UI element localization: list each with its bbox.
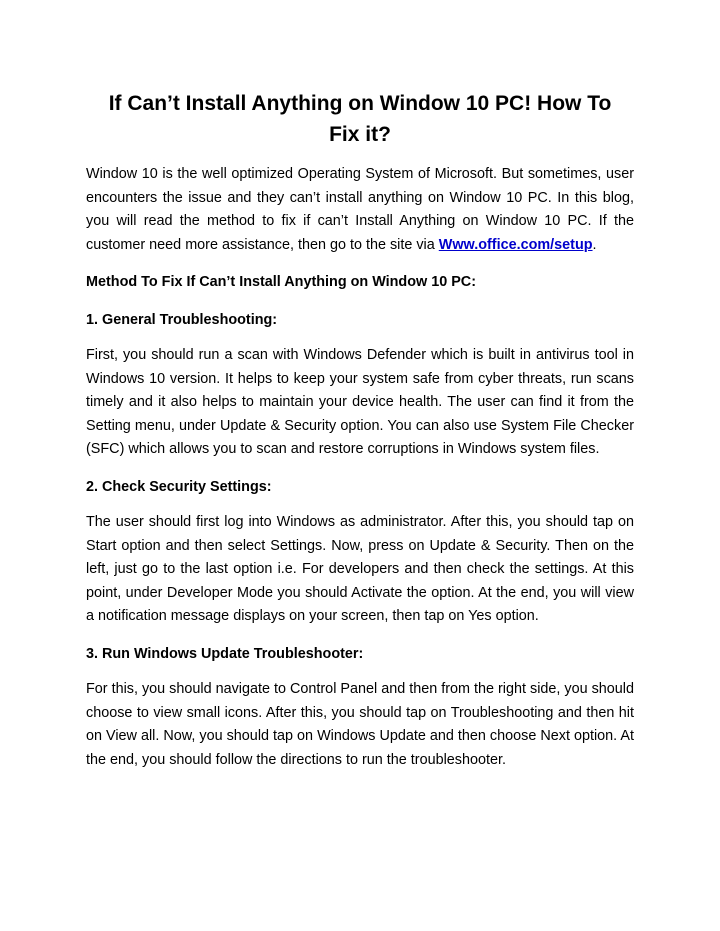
intro-text: Window 10 is the well optimized Operating System of Microsoft. But sometimes, user encounters the issue and they can’t install anything on Window 10 PC. In this blog, you will read the method to fix if can’t Install Anything on Window 10 PC. If the customer need more assistance, then go to the site via <box>86 166 634 253</box>
section-2-body: The user should first log into Windows as administrator. After this, you should tap on Start option and then select Settings. Now, press on Update & Security. Then on the left, just go to the last option i.e. For developers and then check the settings. At this point, under Developer Mode you should Activate the option. At the end, you will view a notification message displays on your screen, then tap on Yes option. <box>86 514 634 624</box>
section-2-heading: 2. Check Security Settings: <box>86 478 272 495</box>
section-3-body: For this, you should navigate to Control Panel and then from the right side, you should choose to view small icons. After this, you should tap on Troubleshooting and then hit on View all. Now, you should tap on Windows Update and then choose Next option. At the end, you should follow the directions to run the troubleshooter. <box>86 681 634 768</box>
method-heading: Method To Fix If Can’t Install Anything on Window 10 PC: <box>86 274 476 290</box>
section-1-heading: 1. General Troubleshooting: <box>86 311 278 328</box>
page-title: If Can’t Install Anything on Window 10 PC! How To Fix it? <box>108 92 612 146</box>
section-1-body: First, you should run a scan with Windows Defender which is built in antivirus tool in Windows 10 version. It helps to keep your system safe from cyber threats, run scans timely and it also helps to maintain your device health. The user can find it from the Setting menu, under Update & Security option. You can also use System File Checker (SFC) which allows you to scan and restore corruptions in Windows system files. <box>86 347 634 457</box>
office-setup-link[interactable]: Www.office.com/setup <box>438 236 593 253</box>
intro-end: . <box>592 236 597 253</box>
section-3-heading: 3. Run Windows Update Troubleshooter: <box>86 645 364 662</box>
intro-paragraph <box>86 163 634 257</box>
